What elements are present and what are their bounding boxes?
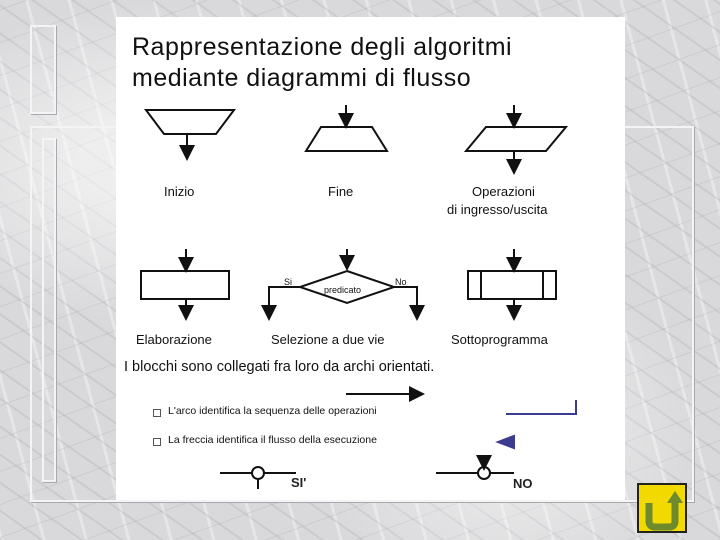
- label-io-line2: di ingresso/uscita: [447, 202, 548, 217]
- flow-arrowhead-sample: [498, 436, 514, 448]
- decision-no-label: No: [395, 277, 407, 287]
- label-inizio: Inizio: [164, 184, 195, 199]
- label-sottoprogramma: Sottoprogramma: [451, 332, 548, 347]
- decision-branch-no: [394, 287, 417, 317]
- junction-yes-label: SI': [291, 475, 307, 490]
- end-symbol: [306, 127, 387, 151]
- decor-frame-top: [30, 25, 56, 114]
- slide-title-line1: Rappresentazione degli algoritmi: [132, 33, 513, 61]
- junction-yes-node: [252, 467, 264, 479]
- label-selezione: Selezione a due vie: [271, 332, 385, 347]
- start-symbol: [146, 110, 234, 134]
- io-symbol: [466, 127, 566, 151]
- decision-predicate-label: predicato: [324, 285, 362, 295]
- decision-branch-yes: [269, 287, 300, 317]
- label-io-line1: Operazioni: [472, 184, 535, 199]
- connections-note: I blocchi sono collegati fra loro da archi orientati.: [124, 359, 435, 375]
- junction-no-node: [478, 467, 490, 479]
- junction-no-label: NO: [513, 476, 533, 491]
- arc-sample-line: [506, 400, 576, 414]
- slide-title-line2: mediante diagrammi di flusso: [132, 64, 472, 92]
- decision-yes-label: Si: [284, 277, 293, 287]
- u-turn-arrow-icon: [639, 485, 685, 531]
- bullet-arc: L'arco identifica la sequenza delle operazioni: [168, 405, 377, 417]
- label-fine: Fine: [328, 184, 354, 199]
- process-symbol: [141, 271, 229, 299]
- bullet-marker-1: [153, 409, 161, 417]
- slide-image: [116, 17, 625, 500]
- return-button[interactable]: [637, 483, 687, 533]
- bullet-marker-2: [153, 438, 161, 446]
- bullet-arrow: La freccia identifica il flusso della esecuzione: [168, 434, 377, 446]
- label-elaborazione: Elaborazione: [136, 332, 212, 347]
- decor-frame-left: [42, 138, 56, 482]
